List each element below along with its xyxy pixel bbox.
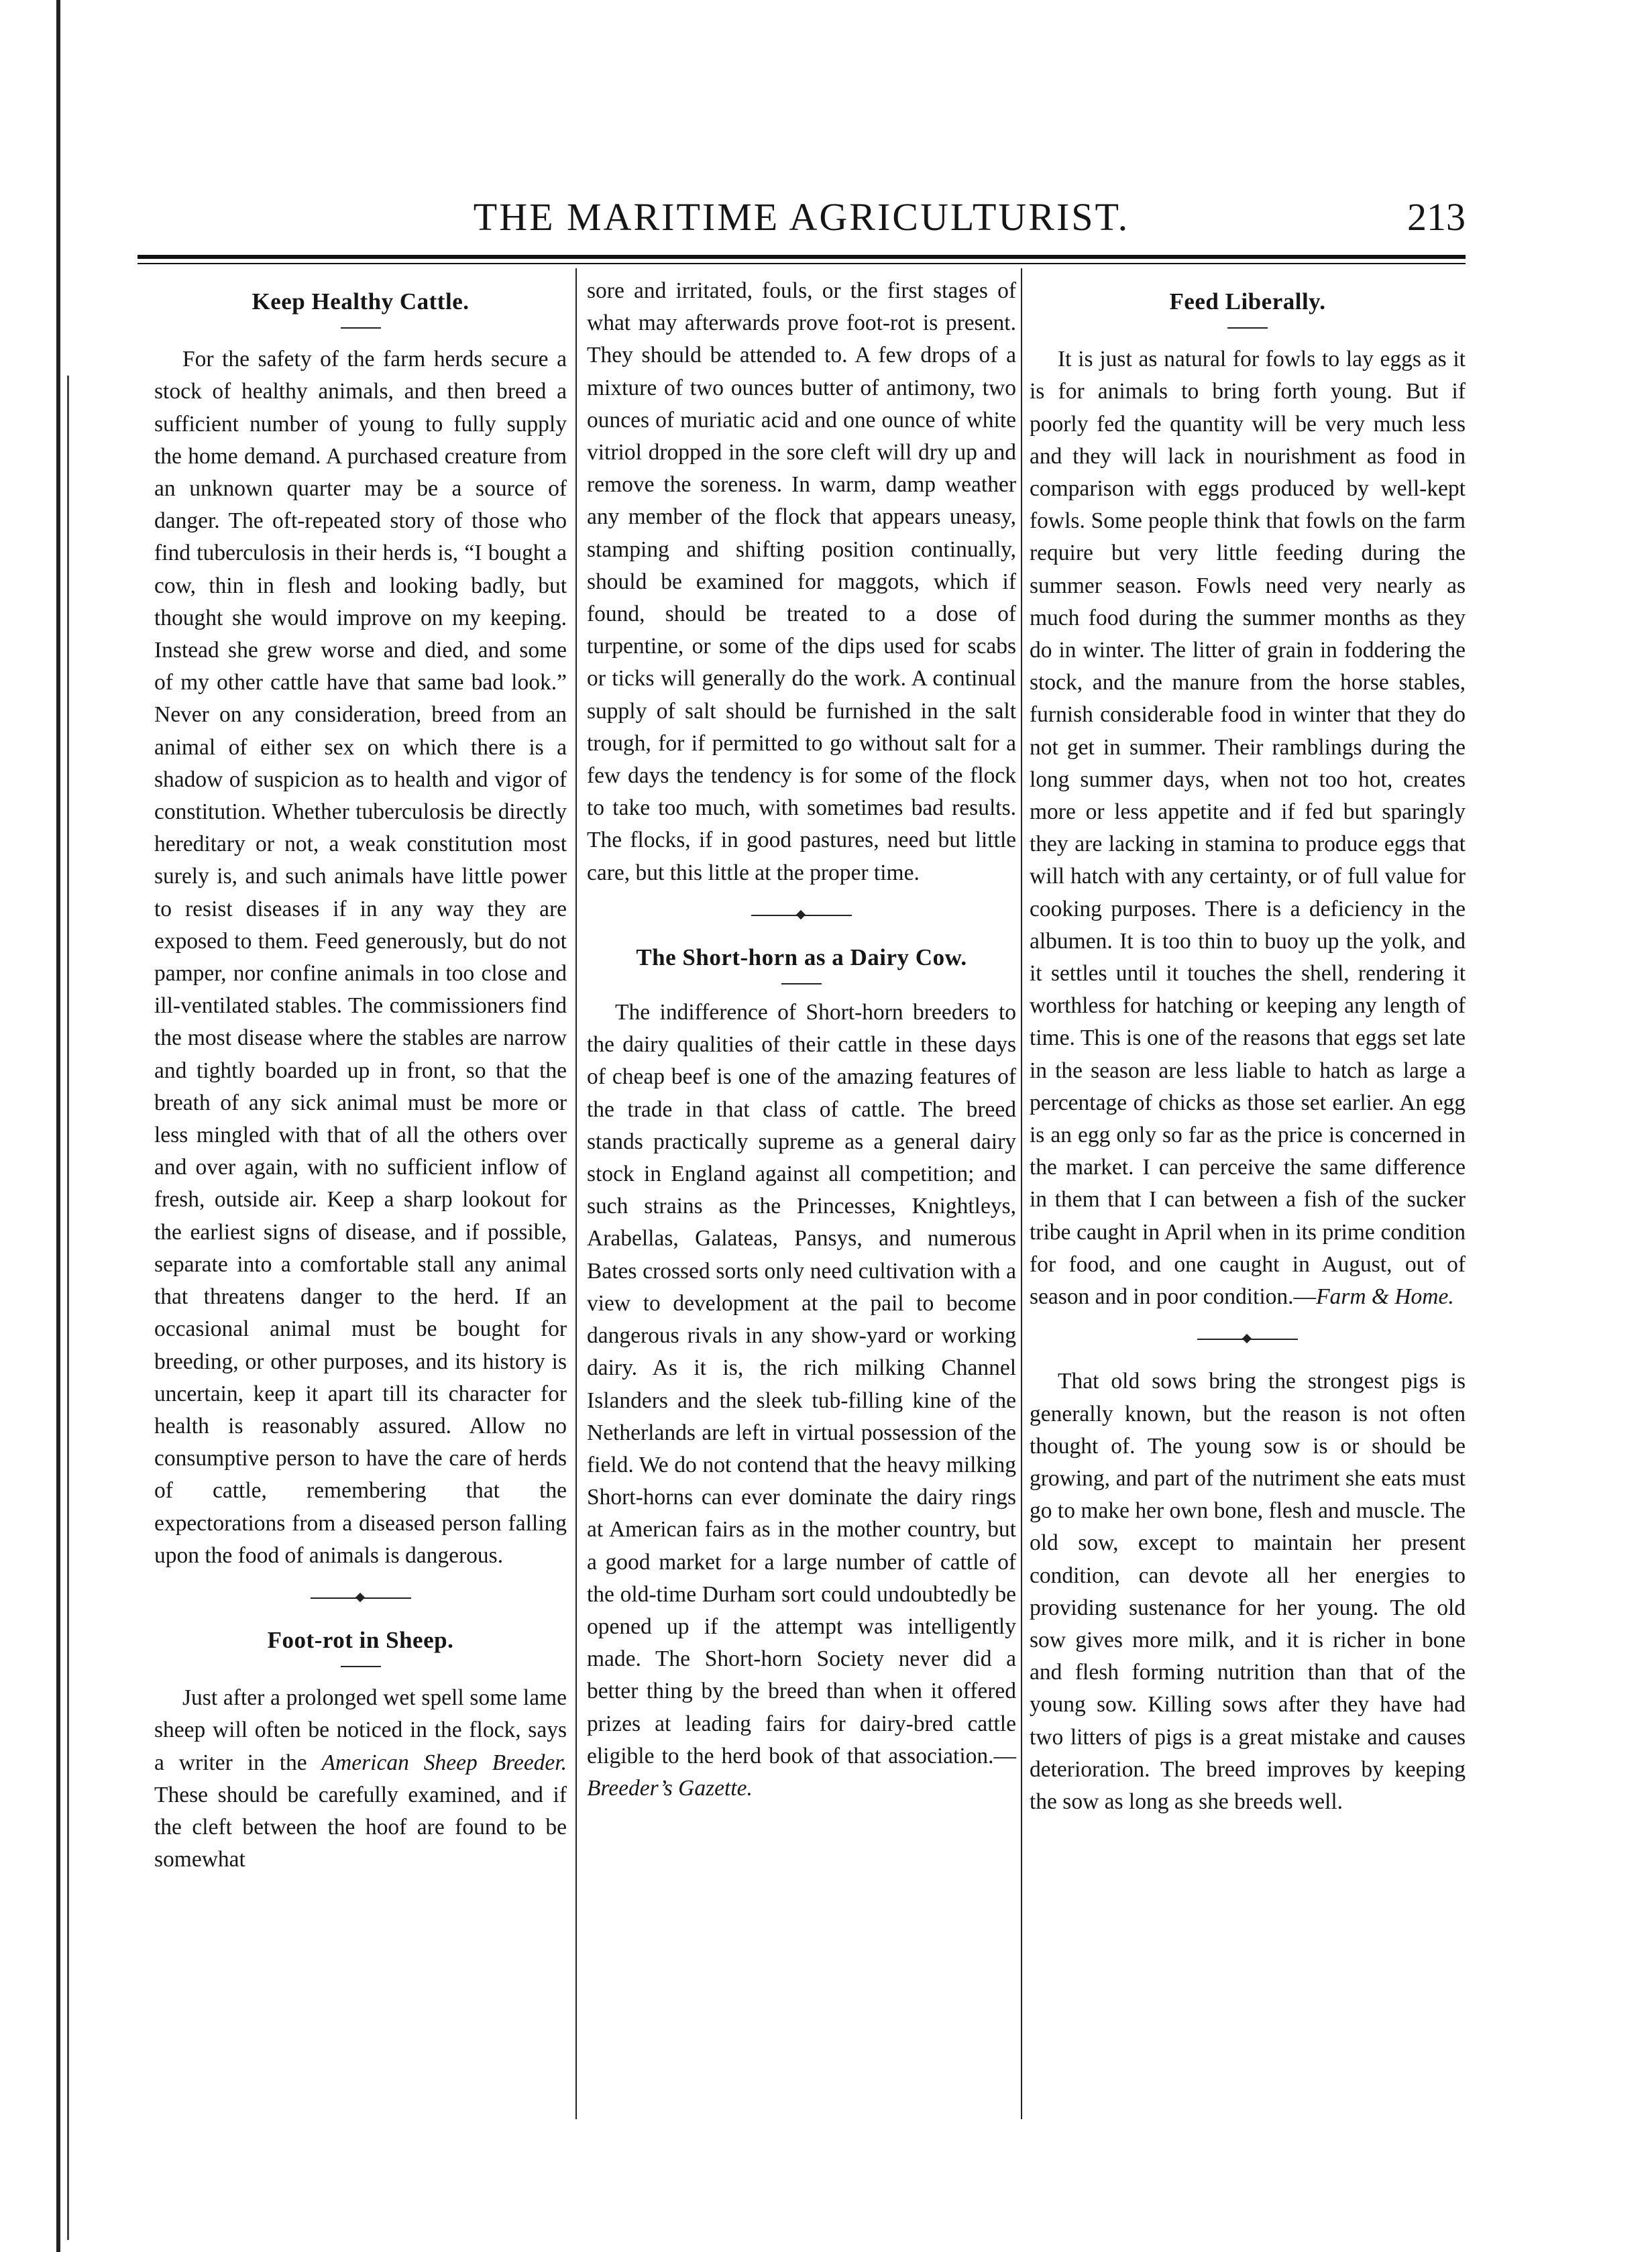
column-3: [1030, 275, 1466, 2133]
article-separator: [1197, 1339, 1298, 1340]
article-title-keep-healthy-cattle: Keep Healthy Cattle.: [252, 288, 470, 315]
article-paragraph: [1030, 343, 1466, 1313]
article-separator: [751, 915, 852, 916]
page-number: 213: [1407, 195, 1466, 239]
source-citation: Farm & Home.: [1316, 1284, 1454, 1310]
source-citation: American Sheep Breeder.: [321, 1750, 567, 1775]
article-paragraph: [154, 1682, 567, 1876]
article-paragraph: That old sows bring the strongest pigs is generally known, but the reason is not often thought of. The young sow is or should be growing, and part of the nutriment she eats must go to make her own bone, flesh and muscle. The old sow, except to maintain her present condition, can devote all her energies to providing sustenance for her young. The old sow gives more milk, and it is richer in bone and flesh forming nutrition than that of the young sow. Killing sows after they have had two litters of pigs is a great mistake and causes deterioration. The breed improves by keeping the sow as long as she breeds well.: [1030, 1369, 1466, 1814]
title-rule: [341, 1666, 381, 1667]
header-rule-thin: [137, 263, 1466, 264]
text-run: Just after a prolonged wet spell some lame sheep will often be noticed in the flock, says a writer in the: [154, 1685, 567, 1775]
article-paragraph: For the safety of the farm herds secure a stock of healthy animals, and then breed a sufficient number of young to fully supply the home demand. A purchased creature from an unknown quarter may be a source of danger. The oft-repeated story of those who find tuberculosis in their herds is, “I bought a cow, thin in flesh and looking badly, but thought she would improve on my keeping. Instead she grew worse and died, and some of my other cattle have that same bad look.” Never on any consideration, breed from an animal of either sex on which there is a shadow of suspicion as to health and vigor of constitution. Whether tuberculosis be directly hereditary or not, a weak constitution most surely is, and such animals have little power to resist diseases if in any way they are exposed to them. Feed generously, but do not pamper, nor confine animals in too close and ill-ventilated stables. The commissioners find the most disease where the stables are narrow and tightly boarded up in front, so that the breath of any sick animal must be more or less mingled with that of all the others over and over again, with no sufficient inflow of fresh, outside air. Keep a sharp lookout for the earliest signs of disease, and if possible, separate into a comfortable stall any animal that threatens danger to the herd. If an occasional animal must be bought for breeding, or other purposes, and its history is uncertain, keep it apart till its character for health is reasonably assured. Allow no consumptive person to have the care of herds of cattle, remembering that the expectorations from a diseased person falling upon the food of animals is dangerous.: [154, 347, 567, 1568]
text-run: These should be carefully examined, and if the cleft between the hoof are found to be somewhat: [154, 1782, 567, 1872]
article-title-foot-rot: Foot-rot in Sheep.: [267, 1626, 454, 1653]
page-binding-edge: [56, 0, 60, 2252]
page-header: [137, 194, 1466, 248]
column-2: [587, 275, 1016, 2133]
title-rule: [341, 327, 381, 329]
header-rule-thick: [137, 255, 1466, 259]
text-run: It is just as natural for fowls to lay eggs as it is for animals to bring forth young. But if poorly fed the quantity will be very much less and they will lack in nourishment as food in comparison with eggs produced by well-kept fowls. Some people think that fowls on the farm require but very little feeding during the summer season. Fowls need very nearly as much food during the summer months as they do in winter. The litter of grain in foddering the stock, and the manure from the horse stables, furnish considerable food in winter that they do not get in summer. Their ramblings during the long summer days, when not too hot, creates more or less appetite and if fed but sparingly they are lacking in stamina to produce eggs that will hatch with any certainty, or of full value for cooking purposes. There is a deficiency in the albumen. It is too thin to buoy up the yolk, and it settles until it touches the shell, rendering it worthless for hatching or keeping any length of time. This is one of the reasons that eggs set late in the season are less liable to hatch as large a percentage of chicks as those set earlier. An egg is an egg only so far as the price is concerned in the market. I can perceive the same difference in them that I can between a fish of the sucker tribe caught in April when in its prime condition for food, and one caught in August, out of season and in poor condition.—: [1030, 347, 1466, 1310]
article-paragraph: [587, 997, 1016, 1805]
column-divider-2: [1021, 268, 1022, 2119]
title-rule: [1227, 327, 1268, 329]
article-title-feed-liberally: Feed Liberally.: [1169, 288, 1326, 315]
source-citation: Breeder’s Gazette.: [587, 1775, 753, 1801]
column-1: [154, 275, 567, 2133]
title-rule: [781, 983, 822, 984]
text-run: The indifference of Short-horn breeders to the dairy qualities of their cattle in these days of cheap beef is one of the amazing features of the trade in that class of cattle. The breed stands practically supreme as a general dairy stock in England against all competition; and such strains as the Princesses, Knightleys, Arabellas, Galateas, Pansys, and numerous Bates crossed sorts only need cultivation with a view to development at the pail to become dangerous rivals in any show-yard or working dairy. As it is, the rich milking Channel Islanders and the sleek tub-filling kine of the Netherlands are left in virtual possession of the field. We do not contend that the heavy milking Short-horns can ever dominate the dairy rings at American fairs as in the mother country, but a good market for a large number of cattle of the old-time Durham sort could undoubtedly be opened up if the attempt was intelligently made. The Short-horn Society never did a better thing by the breed than when it offered prizes at leading fairs for dairy-bred cattle eligible to the herd book of that association.—: [587, 1000, 1016, 1768]
column-divider-1: [575, 268, 577, 2119]
page-binding-shadow: [67, 376, 69, 2240]
publication-title: THE MARITIME AGRICULTURIST.: [473, 195, 1130, 239]
article-title-short-horn: The Short-horn as a Dairy Cow.: [636, 944, 967, 970]
article-paragraph-continued: sore and irritated, fouls, or the first stages of what may afterwards prove foot-rot is present. They should be attended to. A few drops of a mixture of two ounces butter of antimony, two ounces of muriatic acid and one ounce of white vitriol dropped in the sore cleft will dry up and remove the soreness. In warm, damp weather any member of the flock that appears uneasy, stamping and shifting position continually, should be examined for maggots, which if found, should be treated to a dose of turpentine, or some of the dips used for scabs or ticks will generally do the work. A continual supply of salt should be furnished in the salt trough, for if permitted to go without salt for a few days the tendency is for some of the flock to take too much, with sometimes bad results. The flocks, if in good pastures, need but little care, but this little at the proper time.: [587, 278, 1016, 885]
article-separator: [311, 1597, 411, 1599]
